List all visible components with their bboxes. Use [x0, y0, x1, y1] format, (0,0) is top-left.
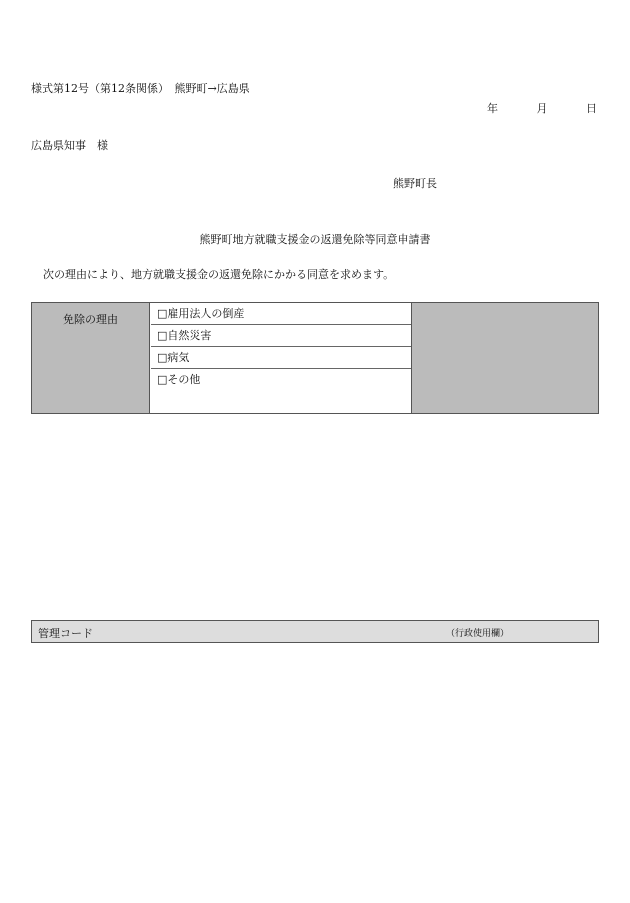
document-title: 熊野町地方就職支援金の返還免除等同意申請書: [199, 233, 431, 246]
admin-code-label: 管理コード: [38, 627, 93, 640]
sender: 熊野町長: [393, 177, 437, 190]
exemption-reason-table: [31, 302, 599, 414]
date-year: 年: [487, 102, 498, 115]
admin-use-note: （行政使用欄）: [446, 629, 510, 639]
date-month: 月: [536, 102, 548, 115]
admin-code-box: [31, 620, 599, 643]
addressee: 広島県知事 様: [31, 139, 108, 152]
exemption-reason-label: 免除の理由: [32, 303, 150, 413]
reason-option-other[interactable]: □その他: [157, 373, 201, 386]
date-line: [487, 100, 597, 116]
reason-options: [151, 303, 411, 413]
reason-detail-cell: [411, 303, 598, 413]
reason-option-bankruptcy[interactable]: □雇用法人の倒産: [151, 303, 411, 325]
intro-text: 次の理由により、地方就職支援金の返還免除にかかる同意を求めます。: [43, 268, 395, 281]
date-day: 日: [586, 102, 597, 115]
reason-option-illness[interactable]: □病気: [151, 347, 411, 369]
reason-option-disaster[interactable]: □自然災害: [151, 325, 411, 347]
form-number: 様式第12号（第12条関係） 熊野町→広島県: [31, 82, 250, 95]
